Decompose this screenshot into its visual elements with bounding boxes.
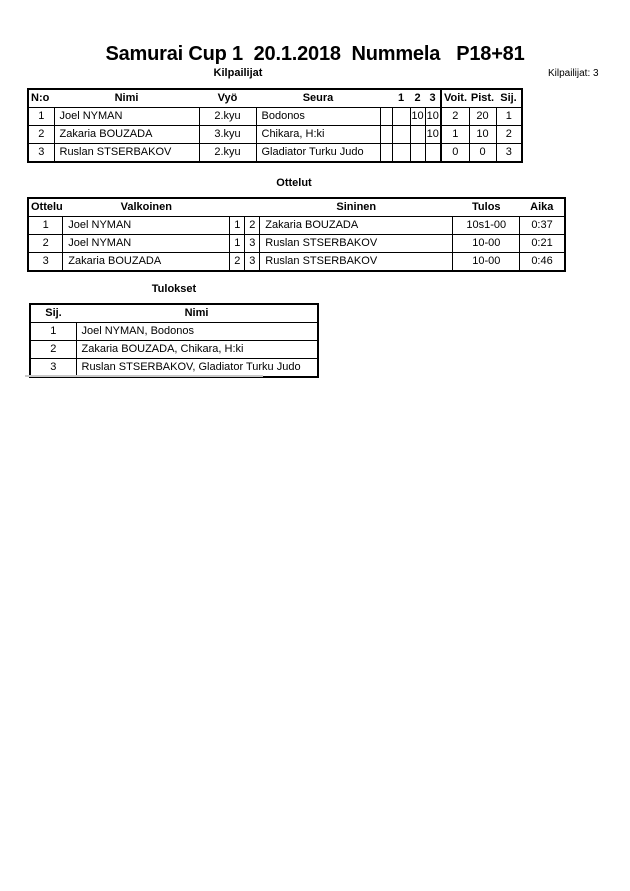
cell-place: 1 [30,323,76,341]
cell-blue-no: 3 [245,253,260,272]
cell-match-no: 2 [28,235,63,253]
cell-place: 1 [496,108,522,126]
matches-table [27,197,566,272]
col-header-place: Sij. [30,304,76,323]
cell-match-no: 3 [28,253,63,272]
col-header-name: Nimi [54,89,199,108]
cell-blue-name: Ruslan STSERBAKOV [260,235,453,253]
cell-round1 [392,144,410,163]
cell-result: 10s1-00 [453,217,520,235]
cell-round3: 10 [425,126,441,144]
cell-result: 10-00 [453,253,520,272]
cell-time: 0:21 [520,235,565,253]
cell-name: Joel NYMAN [54,108,199,126]
col-header-wins: Voit. [441,89,469,108]
cell-white-name: Zakaria BOUZADA [63,253,230,272]
cell-belt: 3.kyu [199,126,256,144]
competitor-count-label: Kilpailijat: 3 [548,68,599,79]
cell-blue-name: Ruslan STSERBAKOV [260,253,453,272]
table-row [28,144,522,163]
cell-spacer [380,126,392,144]
cell-wins: 2 [441,108,469,126]
cell-no: 1 [28,108,54,126]
col-header-blue-no [245,198,260,217]
results-header-row [30,304,318,323]
col-header-name: Nimi [76,304,318,323]
cell-name: Zakaria BOUZADA, Chikara, H:ki [76,341,318,359]
table-row [28,108,522,126]
cell-club: Chikara, H:ki [256,126,380,144]
cell-round1 [392,126,410,144]
table-row [28,126,522,144]
matches-heading: Ottelut [276,177,312,189]
results-table [29,303,319,378]
cell-result: 10-00 [453,235,520,253]
table-row [30,323,318,341]
results-heading: Tulokset [151,283,197,295]
col-header-club: Seura [256,89,380,108]
cell-blue-no: 3 [245,235,260,253]
matches-header-row [28,198,565,217]
col-header-spacer [380,89,392,108]
col-header-round3: 3 [425,89,441,108]
cell-name: Joel NYMAN, Bodonos [76,323,318,341]
competitors-table [27,88,523,163]
cell-round2 [410,126,425,144]
cell-match-no: 1 [28,217,63,235]
cell-round2: 10 [410,108,425,126]
col-header-place: Sij. [496,89,522,108]
cell-name: Ruslan STSERBAKOV, Gladiator Turku Judo [76,359,318,378]
cell-white-name: Joel NYMAN [63,235,230,253]
table-row [30,341,318,359]
table-row [28,235,565,253]
table-row [28,253,565,272]
cell-time: 0:37 [520,217,565,235]
cell-round2 [410,144,425,163]
cell-place: 2 [496,126,522,144]
page-break-rule [25,375,263,377]
cell-no: 3 [28,144,54,163]
col-header-white: Valkoinen [63,198,230,217]
cell-no: 2 [28,126,54,144]
cell-white-name: Joel NYMAN [63,217,230,235]
cell-wins: 1 [441,126,469,144]
cell-white-no: 2 [230,253,245,272]
col-header-points: Pist. [469,89,496,108]
cell-points: 10 [469,126,496,144]
cell-place: 3 [30,359,76,378]
cell-white-no: 1 [230,235,245,253]
cell-place: 2 [30,341,76,359]
col-header-round2: 2 [410,89,425,108]
cell-wins: 0 [441,144,469,163]
col-header-match: Ottelu [28,198,63,217]
page-title: Samurai Cup 1 20.1.2018 Nummela P18+81 [105,43,525,65]
cell-belt: 2.kyu [199,144,256,163]
cell-white-no: 1 [230,217,245,235]
cell-name: Ruslan STSERBAKOV [54,144,199,163]
cell-time: 0:46 [520,253,565,272]
cell-name: Zakaria BOUZADA [54,126,199,144]
cell-belt: 2.kyu [199,108,256,126]
cell-club: Gladiator Turku Judo [256,144,380,163]
cell-spacer [380,108,392,126]
col-header-white-no [230,198,245,217]
cell-blue-name: Zakaria BOUZADA [260,217,453,235]
cell-points: 0 [469,144,496,163]
cell-round3: 10 [425,108,441,126]
col-header-belt: Vyö [199,89,256,108]
table-row [28,217,565,235]
cell-place: 3 [496,144,522,163]
cell-round3 [425,144,441,163]
col-header-result: Tulos [453,198,520,217]
cell-points: 20 [469,108,496,126]
cell-round1 [392,108,410,126]
col-header-no: N:o [28,89,54,108]
competitors-heading: Kilpailijat [213,67,263,79]
cell-blue-no: 2 [245,217,260,235]
competitors-header-row [28,89,522,108]
cell-club: Bodonos [256,108,380,126]
col-header-round1: 1 [392,89,410,108]
col-header-time: Aika [520,198,565,217]
cell-spacer [380,144,392,163]
col-header-blue: Sininen [260,198,453,217]
